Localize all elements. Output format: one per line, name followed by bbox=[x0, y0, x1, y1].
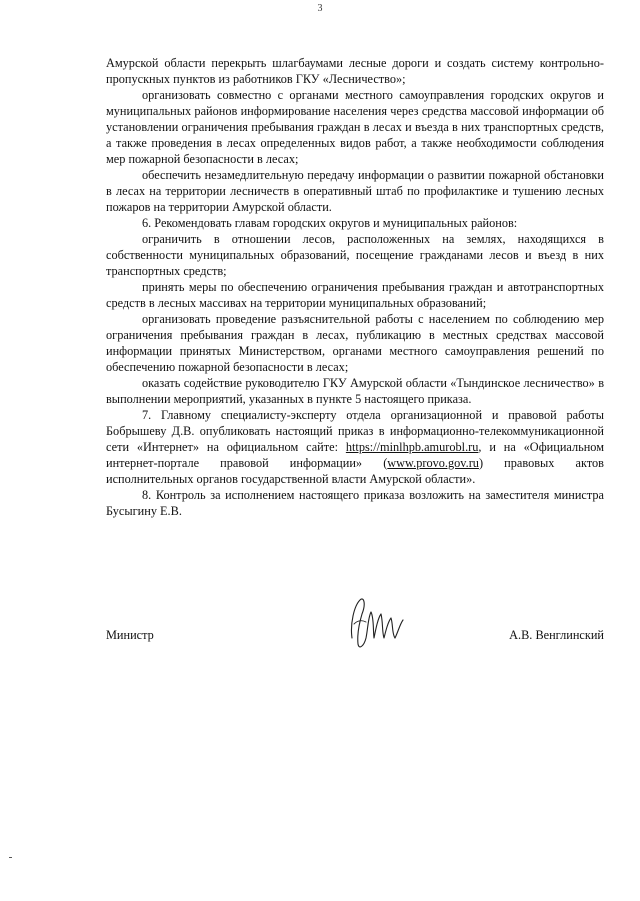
paragraph: Амурской области перекрыть шлагбаумами лесные дороги и создать систему контрольно-пропускных пунктов из работников ГКУ «Лесничество»; bbox=[106, 56, 604, 86]
paragraph: обеспечить незамедлительную передачу информации о развитии пожарной обстановки в лесах на территории лесничеств в оперативный штаб по профилактике и тушению лесных пожаров на территории Амурской области. bbox=[106, 168, 604, 214]
handwritten-signature bbox=[346, 594, 406, 652]
paragraph-7-text: 7. Главному специалисту-эксперту отдела организационной и правовой работы Бобрышеву Д.В. опубликовать настоящий приказ в информационно-телекоммуникационной сети «Интернет» на официальном сайте: bbox=[106, 408, 604, 454]
paragraph: ограничить в отношении лесов, расположенных на землях, находящихся в собственности муниципальных образований, посещение гражданами лесов и въезд в них транспортных средств; bbox=[106, 232, 604, 278]
paragraph: принять меры по обеспечению ограничения пребывания граждан и автотранспортных средств в лесных массивах на территории муниципальных образований; bbox=[106, 280, 604, 310]
paragraph-8: 8. Контроль за исполнением настоящего приказа возложить на заместителя министра Бусыгину Е.В. bbox=[106, 488, 604, 518]
paragraph: оказать содействие руководителю ГКУ Амурской области «Тындинское лесничество» в выполнении мероприятий, указанных в пункте 5 настоящего приказа. bbox=[106, 376, 604, 406]
document-body bbox=[106, 55, 604, 519]
paragraph-7-text: ) правовых актов исполнительных органов государственной власти Амурской области». bbox=[106, 456, 604, 486]
paragraph: организовать проведение разъяснительной работы с населением по соблюдению мер ограничения пребывания граждан в лесах, публикацию в местных средствах массовой информации принятых Министерством, органами местного самоуправления решений по обеспечению пожарной безопасности в лесах; bbox=[106, 312, 604, 374]
paragraph: организовать совместно с органами местного самоуправления городских округов и муниципальных районов информирование населения через средства массовой информации об установлении ограничения пребывания граждан в лесах и въезда в них транспортных средств, а также проведения в лесах определенных видов работ, а также необходимости соблюдения мер пожарной безопасности в лесах; bbox=[106, 88, 604, 166]
legal-portal-link[interactable]: www.provo.gov.ru bbox=[387, 456, 479, 470]
signatory-title: Министр bbox=[106, 628, 154, 642]
paragraph-7 bbox=[106, 407, 604, 487]
signature-block bbox=[106, 594, 604, 650]
official-site-link[interactable]: https://minlhpb.amurobl.ru bbox=[345, 440, 479, 454]
paragraph-7-text: , и на «Официальном интернет-портале правовой информации» ( bbox=[106, 440, 604, 470]
paragraph: 6. Рекомендовать главам городских округов и муниципальных районов: bbox=[142, 216, 518, 230]
signatory-name: А.В. Венглинский bbox=[509, 628, 604, 642]
scan-mark bbox=[9, 857, 12, 858]
page-number: 3 bbox=[317, 3, 323, 14]
